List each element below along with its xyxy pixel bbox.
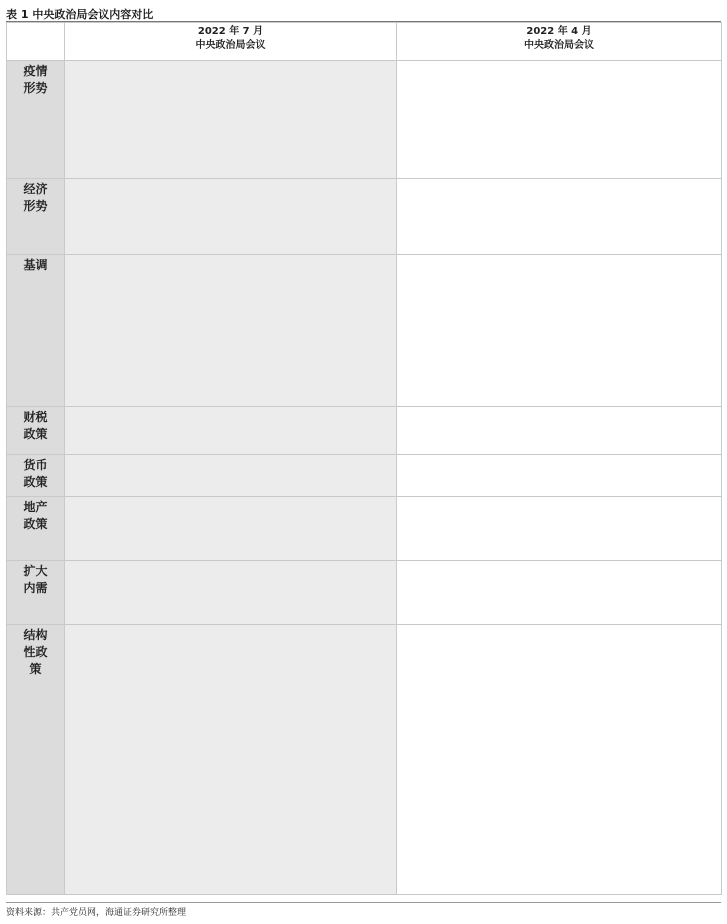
category-line: 扩大 — [23, 564, 48, 578]
july-cell — [65, 561, 397, 625]
category-line: 形势 — [23, 199, 48, 213]
table-row — [7, 61, 722, 179]
category-line: 货币 — [23, 458, 48, 472]
category-line: 疫情 — [23, 64, 48, 78]
row-category — [7, 61, 65, 179]
july-cell — [65, 255, 397, 407]
july-cell — [65, 407, 397, 455]
table-row — [7, 255, 722, 407]
header-april-title: 中央政治局会议 — [524, 40, 594, 51]
header-april — [397, 23, 722, 61]
category-line: 性政 — [23, 645, 48, 659]
april-cell — [397, 561, 722, 625]
category-line: 基调 — [23, 258, 48, 272]
table-row — [7, 497, 722, 561]
july-cell — [65, 625, 397, 895]
row-category — [7, 561, 65, 625]
category-line: 政策 — [23, 475, 48, 489]
july-cell — [65, 455, 397, 497]
category-line: 形势 — [23, 81, 48, 95]
july-cell — [65, 497, 397, 561]
april-cell — [397, 61, 722, 179]
july-cell — [65, 179, 397, 255]
header-blank — [7, 23, 65, 61]
april-cell — [397, 179, 722, 255]
table-row — [7, 179, 722, 255]
table-row — [7, 407, 722, 455]
row-category — [7, 497, 65, 561]
row-category — [7, 255, 65, 407]
header-july-title: 中央政治局会议 — [195, 40, 266, 51]
category-line: 财税 — [23, 410, 48, 424]
row-category — [7, 625, 65, 895]
category-line: 策 — [29, 662, 42, 676]
april-cell — [397, 407, 722, 455]
header-april-date: 2022 年 4 月 — [526, 26, 592, 37]
category-line: 地产 — [23, 500, 48, 514]
row-category — [7, 179, 65, 255]
row-category — [7, 455, 65, 497]
bottom-rule — [6, 902, 721, 903]
table-caption: 表 1 中央政治局会议内容对比 — [6, 8, 154, 21]
category-line: 内需 — [23, 581, 48, 595]
april-cell — [397, 255, 722, 407]
july-cell — [65, 61, 397, 179]
header-july-date: 2022 年 7 月 — [197, 26, 264, 37]
table-row — [7, 625, 722, 895]
table-row — [7, 561, 722, 625]
april-cell — [397, 625, 722, 895]
category-line: 结构 — [23, 628, 48, 642]
category-line: 政策 — [23, 427, 48, 441]
category-line: 经济 — [23, 182, 48, 196]
source-note: 资料来源：共产党员网，海通证券研究所整理 — [6, 908, 187, 918]
table-row — [7, 455, 722, 497]
category-line: 政策 — [23, 517, 48, 531]
header-july — [65, 23, 397, 61]
comparison-table — [6, 22, 722, 895]
row-category — [7, 407, 65, 455]
april-cell — [397, 497, 722, 561]
april-cell — [397, 455, 722, 497]
